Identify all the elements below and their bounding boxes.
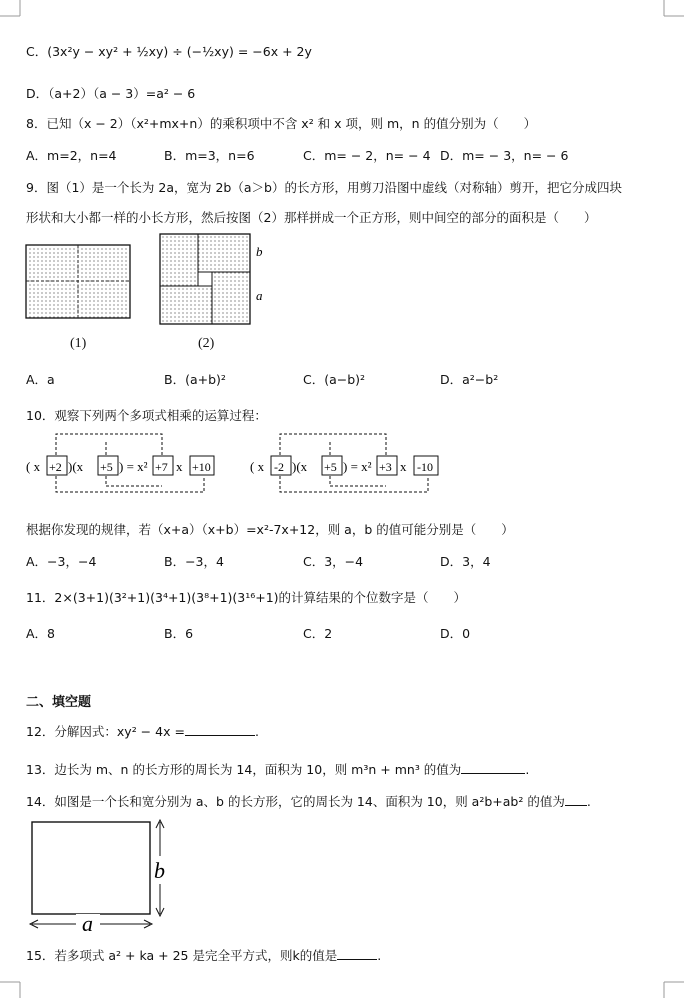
q10-option-a: A．−3，−4 (26, 554, 97, 569)
question-13: 13．边长为 m、n 的长方形的周长为 14，面积为 10，则 m³n + mn³ 的值为 . (26, 762, 530, 777)
q10e2-box1: -2 (274, 460, 284, 474)
question-8 (26, 114, 536, 132)
q10e2-open: ( x (250, 459, 265, 474)
q10e1-eq: ) = x² (119, 459, 148, 474)
q10e1-x: x (176, 459, 183, 474)
q10e2-box2: +5 (324, 460, 337, 474)
q11-option-c: C．2 (303, 626, 333, 641)
figure-3-rectangle (26, 818, 176, 933)
q10e1-box4: +10 (192, 460, 211, 474)
question-11: 11．2×(3+1)(3²+1)(3⁴+1)(3⁸+1)(3¹⁶+1)的计算结果的个位数字是（ ） (26, 590, 467, 605)
question-12: 12．分解因式：xy² − 4x = . (26, 724, 259, 739)
question-10: 10．观察下列两个多项式相乘的运算过程： (26, 408, 267, 423)
q10-rule: 根据你发现的规律，若（x+a）（x+b）=x²-7x+12，则 a，b 的值可能分别是（ ） (26, 522, 514, 537)
figure-1-caption: (1) (70, 336, 87, 351)
q10e1-box3: +7 (155, 460, 168, 474)
question-12-text: 12．分解因式：xy² − 4x = (26, 724, 185, 739)
q9-option-c: C．(a−b)² (303, 372, 366, 387)
q10e2-x: x (400, 459, 407, 474)
question-14: 14．如图是一个长和宽分别为 a、b 的长方形，它的周长为 14、面积为 10，则 a²b+ab² 的值为 . (26, 794, 591, 809)
fig2-label-a: a (256, 288, 263, 303)
figure-2-square (158, 232, 270, 328)
q10e1-box2: +5 (100, 460, 113, 474)
q10e2-mid: )(x (292, 459, 308, 474)
fig3-label-b: b (154, 858, 165, 883)
fig3-label-a: a (82, 911, 93, 933)
q15-answer-blank (337, 959, 377, 960)
q11-option-d: D．0 (440, 626, 471, 641)
q8-option-c: C．m= − 2，n= − 4 (303, 148, 431, 163)
q10-option-c: C．3，−4 (303, 554, 364, 569)
figure-2-caption: (2) (198, 336, 215, 351)
fig2-label-b: b (256, 244, 263, 259)
question-9-line2: 形状和大小都一样的小长方形，然后按图（2）那样拼成一个正方形，则中间空的部分的面积是（ ） (26, 210, 597, 225)
q8-option-b: B．m=3，n=6 (164, 148, 255, 163)
question-15: 15．若多项式 a² + ka + 25 是完全平方式，则k的值是 . (26, 948, 382, 963)
question-13-text: 13．边长为 m、n 的长方形的周长为 14，面积为 10，则 m³n + mn³ 的值为 (26, 762, 462, 777)
q8-option-a: A．m=2，n=4 (26, 148, 117, 163)
q8-option-d: D．m= − 3，n= − 6 (440, 148, 569, 163)
question-14-text: 14．如图是一个长和宽分别为 a、b 的长方形，它的周长为 14、面积为 10，则 a²b+ab² 的值为 (26, 794, 565, 809)
q10-expression-1 (22, 428, 222, 504)
q10e2-eq: ) = x² (343, 459, 372, 474)
q10-option-b: B．−3，4 (164, 554, 224, 569)
q12-answer-blank (185, 735, 255, 736)
q10e1-mid: )(x (68, 459, 84, 474)
option-d-text: D．（a+2）（a − 3）=a² − 6 (26, 86, 196, 101)
figure-1-rectangle (25, 244, 135, 322)
q10-option-d: D．3，4 (440, 554, 491, 569)
option-c-line (26, 42, 312, 60)
q14-answer-blank (565, 805, 587, 806)
q10e2-box3: +3 (379, 460, 392, 474)
question-8-text: 8．已知（x − 2）（x²+mx+n）的乘积项中不含 x² 和 x 项，则 m，n 的值分别为（ ） (26, 116, 537, 131)
question-15-text: 15．若多项式 a² + ka + 25 是完全平方式，则k的值是 (26, 948, 338, 963)
q10-expression-2 (246, 428, 446, 504)
question-9-line1: 9．图（1）是一个长为 2a，宽为 2b（a＞b）的长方形，用剪刀沿图中虚线（对称轴）剪开，把它分成四块 (26, 180, 622, 195)
q11-option-b: B．6 (164, 626, 194, 641)
q10e1-open: ( x (26, 459, 41, 474)
q13-answer-blank (461, 773, 525, 774)
section-heading-fill-blank: 二、填空题 (26, 695, 92, 710)
q9-option-b: B．(a+b)² (164, 372, 226, 387)
option-d-line (26, 84, 195, 102)
option-c-text: C．(3x²y − xy² + ½xy) ÷ (−½xy) = −6x + 2y (26, 44, 312, 59)
q9-option-a: A．a (26, 372, 55, 387)
q9-option-d: D．a²−b² (440, 372, 499, 387)
q11-option-a: A．8 (26, 626, 56, 641)
q10e1-box1: +2 (49, 460, 62, 474)
q10e2-box4: -10 (417, 460, 433, 474)
